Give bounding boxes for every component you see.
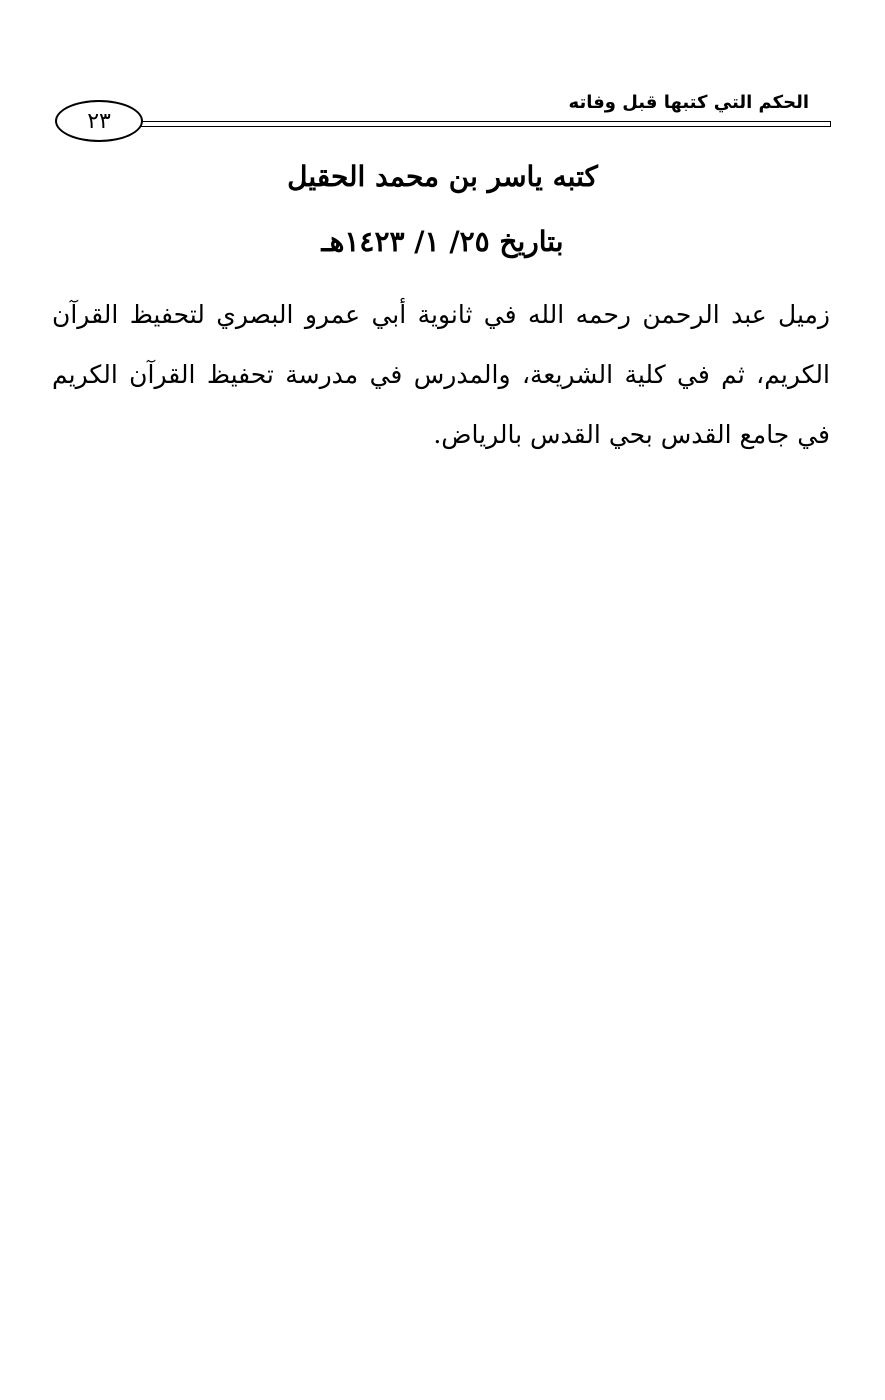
date-line: بتاريخ ٢٥/ ١/ ١٤٢٣هـ bbox=[321, 225, 564, 258]
page-number-oval bbox=[55, 100, 143, 142]
page-header bbox=[55, 90, 831, 150]
page-number: ٢٣ bbox=[87, 108, 111, 134]
body-paragraph: زميل عبد الرحمن رحمه الله في ثانوية أبي عمرو البصري لتحفيظ القرآن الكريم، ثم في كلية الشريعة، والمدرس في مدرسة تحفيظ القرآن الكريم في جامع القدس بحي القدس بالرياض. bbox=[52, 300, 830, 449]
author-line: كتبه ياسر بن محمد الحقيل bbox=[287, 160, 598, 193]
header-rule bbox=[130, 121, 831, 127]
running-title: الحكم التي كتبها قبل وفاته bbox=[568, 92, 809, 113]
